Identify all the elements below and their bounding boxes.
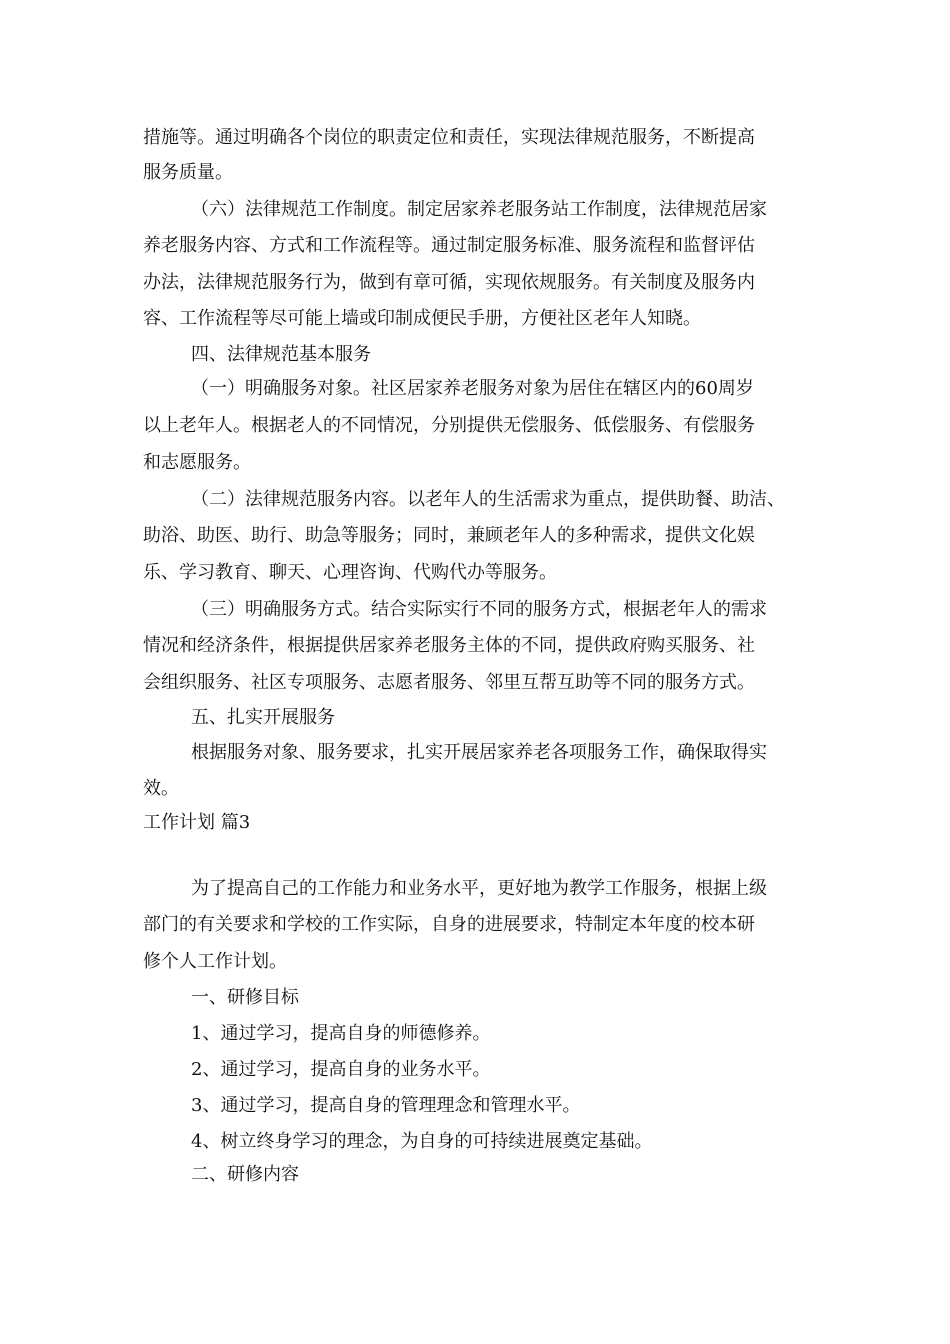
text-line: 乐、学习教育、聊天、心理咨询、代购代办等服务。 [143, 562, 557, 583]
section-heading: 一、研修目标 [191, 987, 299, 1008]
section-heading: 四、法律规范基本服务 [191, 344, 371, 365]
text-line: 和志愿服务。 [143, 452, 251, 473]
paragraph-start-line: （六）法律规范工作制度。制定居家养老服务站工作制度，法律规范居家 [191, 199, 767, 220]
paragraph-start-line: （二）法律规范服务内容。以老年人的生活需求为重点，提供助餐、助洁、 [191, 489, 785, 510]
text-line: 会组织服务、社区专项服务、志愿者服务、邻里互帮互助等不同的服务方式。 [143, 672, 755, 693]
text-line: 效。 [143, 778, 179, 799]
section-heading: 五、扎实开展服务 [191, 707, 335, 728]
text-line: 以上老年人。根据老人的不同情况，分别提供无偿服务、低偿服务、有偿服务 [143, 415, 755, 436]
text-line: 办法，法律规范服务行为，做到有章可循，实现依规服务。有关制度及服务内 [143, 272, 755, 293]
text-line: 助浴、助医、助行、助急等服务；同时，兼顾老年人的多种需求，提供文化娱 [143, 525, 755, 546]
text-line: 容、工作流程等尽可能上墙或印制成便民手册，方便社区老年人知晓。 [143, 308, 701, 329]
paragraph-start-line: 根据服务对象、服务要求，扎实开展居家养老各项服务工作，确保取得实 [191, 742, 767, 763]
text-line: 修个人工作计划。 [143, 951, 287, 972]
list-item: 4、树立终身学习的理念，为自身的可持续进展奠定基础。 [191, 1131, 653, 1152]
list-item: 2、通过学习，提高自身的业务水平。 [191, 1059, 491, 1080]
text-line: 措施等。通过明确各个岗位的职责定位和责任，实现法律规范服务，不断提高 [143, 127, 755, 148]
paragraph-start-line: （三）明确服务方式。结合实际实行不同的服务方式，根据老年人的需求 [191, 599, 767, 620]
list-item: 1、通过学习，提高自身的师德修养。 [191, 1023, 491, 1044]
section-heading: 二、研修内容 [191, 1164, 299, 1185]
paragraph-start-line: （一）明确服务对象。社区居家养老服务对象为居住在辖区内的60周岁 [191, 378, 754, 399]
list-item: 3、通过学习，提高自身的管理理念和管理水平。 [191, 1095, 581, 1116]
text-line: 情况和经济条件，根据提供居家养老服务主体的不同，提供政府购买服务、社 [143, 635, 755, 656]
text-line: 养老服务内容、方式和工作流程等。通过制定服务标准、服务流程和监督评估 [143, 235, 755, 256]
document-title: 工作计划 篇3 [143, 812, 251, 833]
paragraph-start-line: 为了提高自己的工作能力和业务水平，更好地为教学工作服务，根据上级 [191, 878, 767, 899]
text-line: 服务质量。 [143, 162, 233, 183]
text-line: 部门的有关要求和学校的工作实际，自身的进展要求，特制定本年度的校本研 [143, 914, 755, 935]
